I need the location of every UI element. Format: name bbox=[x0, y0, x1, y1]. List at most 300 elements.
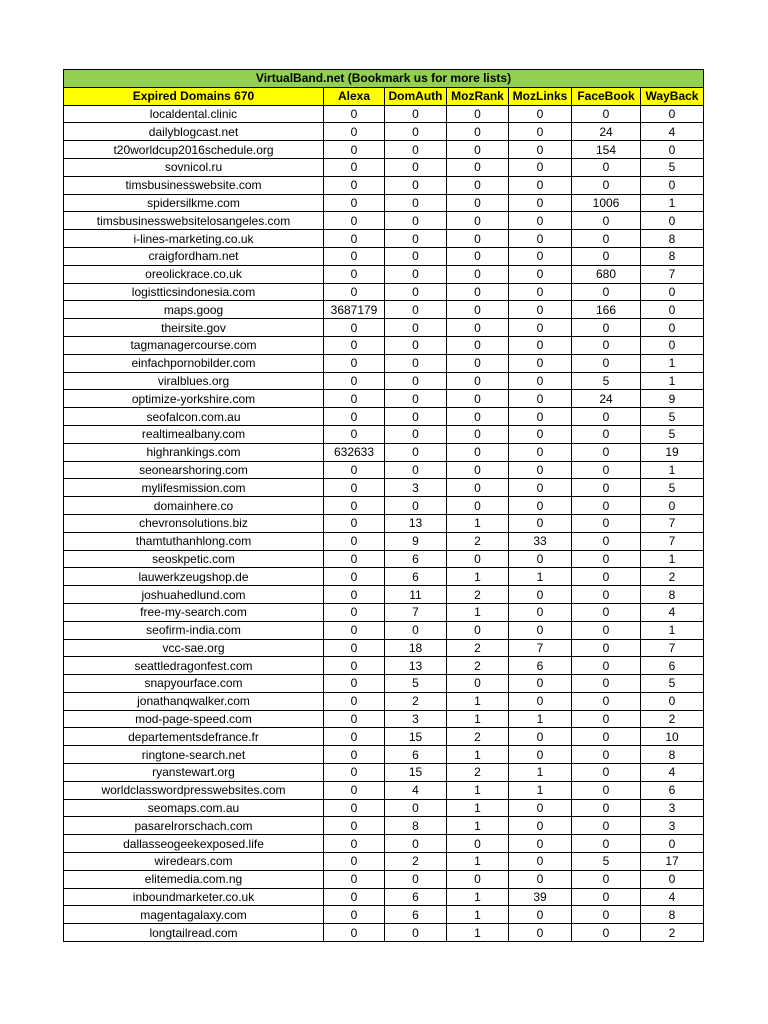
alexa-cell: 0 bbox=[324, 212, 385, 230]
wayback-cell: 5 bbox=[641, 675, 704, 693]
facebook-cell: 0 bbox=[572, 835, 641, 853]
wayback-cell: 1 bbox=[641, 194, 704, 212]
table-row bbox=[64, 301, 704, 319]
mozrank-cell: 0 bbox=[447, 497, 509, 515]
mozrank-cell: 0 bbox=[447, 408, 509, 426]
domauth-cell: 0 bbox=[385, 230, 447, 248]
facebook-cell: 0 bbox=[572, 675, 641, 693]
table-row bbox=[64, 283, 704, 301]
wayback-cell: 6 bbox=[641, 781, 704, 799]
domain-cell: free-my-search.com bbox=[64, 603, 324, 621]
domauth-cell: 4 bbox=[385, 781, 447, 799]
domain-cell: ryanstewart.org bbox=[64, 764, 324, 782]
facebook-cell: 0 bbox=[572, 764, 641, 782]
wayback-cell: 5 bbox=[641, 408, 704, 426]
mozrank-cell: 1 bbox=[447, 514, 509, 532]
alexa-cell: 0 bbox=[324, 230, 385, 248]
facebook-cell: 0 bbox=[572, 319, 641, 337]
domain-cell: mylifesmission.com bbox=[64, 479, 324, 497]
wayback-cell: 7 bbox=[641, 265, 704, 283]
domain-cell: magentagalaxy.com bbox=[64, 906, 324, 924]
mozlinks-cell: 0 bbox=[509, 247, 572, 265]
mozrank-cell: 0 bbox=[447, 372, 509, 390]
table-row bbox=[64, 639, 704, 657]
facebook-cell: 0 bbox=[572, 212, 641, 230]
mozrank-cell: 1 bbox=[447, 692, 509, 710]
facebook-cell: 1006 bbox=[572, 194, 641, 212]
table-row bbox=[64, 265, 704, 283]
alexa-cell: 0 bbox=[324, 265, 385, 283]
domauth-cell: 0 bbox=[385, 497, 447, 515]
table-row bbox=[64, 336, 704, 354]
facebook-cell: 0 bbox=[572, 230, 641, 248]
alexa-cell: 0 bbox=[324, 781, 385, 799]
table-row bbox=[64, 176, 704, 194]
mozlinks-cell: 0 bbox=[509, 728, 572, 746]
mozlinks-cell: 1 bbox=[509, 764, 572, 782]
facebook-cell: 154 bbox=[572, 141, 641, 159]
domain-cell: realtimealbany.com bbox=[64, 425, 324, 443]
facebook-cell: 0 bbox=[572, 781, 641, 799]
col-header-domain: Expired Domains 670 bbox=[64, 87, 324, 105]
domauth-cell: 0 bbox=[385, 265, 447, 283]
alexa-cell: 0 bbox=[324, 408, 385, 426]
domauth-cell: 2 bbox=[385, 692, 447, 710]
domauth-cell: 5 bbox=[385, 675, 447, 693]
domauth-cell: 0 bbox=[385, 354, 447, 372]
domauth-cell: 0 bbox=[385, 425, 447, 443]
table-row bbox=[64, 764, 704, 782]
mozrank-cell: 0 bbox=[447, 479, 509, 497]
table-row bbox=[64, 870, 704, 888]
mozlinks-cell: 0 bbox=[509, 675, 572, 693]
wayback-cell: 2 bbox=[641, 710, 704, 728]
domain-cell: timsbusinesswebsitelosangeles.com bbox=[64, 212, 324, 230]
mozrank-cell: 1 bbox=[447, 603, 509, 621]
wayback-cell: 8 bbox=[641, 746, 704, 764]
table-row bbox=[64, 835, 704, 853]
facebook-cell: 0 bbox=[572, 158, 641, 176]
domauth-cell: 0 bbox=[385, 212, 447, 230]
facebook-cell: 0 bbox=[572, 532, 641, 550]
facebook-cell: 0 bbox=[572, 603, 641, 621]
wayback-cell: 2 bbox=[641, 924, 704, 942]
wayback-cell: 1 bbox=[641, 372, 704, 390]
wayback-cell: 10 bbox=[641, 728, 704, 746]
table-row bbox=[64, 372, 704, 390]
alexa-cell: 0 bbox=[324, 906, 385, 924]
facebook-cell: 0 bbox=[572, 479, 641, 497]
facebook-cell: 0 bbox=[572, 888, 641, 906]
facebook-cell: 0 bbox=[572, 336, 641, 354]
mozrank-cell: 1 bbox=[447, 853, 509, 871]
alexa-cell: 0 bbox=[324, 354, 385, 372]
wayback-cell: 5 bbox=[641, 158, 704, 176]
domauth-cell: 0 bbox=[385, 870, 447, 888]
table-row bbox=[64, 479, 704, 497]
mozrank-cell: 0 bbox=[447, 390, 509, 408]
mozlinks-cell: 0 bbox=[509, 906, 572, 924]
mozlinks-cell: 0 bbox=[509, 230, 572, 248]
mozrank-cell: 2 bbox=[447, 586, 509, 604]
mozlinks-cell: 0 bbox=[509, 354, 572, 372]
wayback-cell: 7 bbox=[641, 639, 704, 657]
table-row bbox=[64, 123, 704, 141]
facebook-cell: 0 bbox=[572, 746, 641, 764]
domauth-cell: 0 bbox=[385, 123, 447, 141]
alexa-cell: 0 bbox=[324, 924, 385, 942]
mozrank-cell: 0 bbox=[447, 141, 509, 159]
facebook-cell: 24 bbox=[572, 390, 641, 408]
alexa-cell: 3687179 bbox=[324, 301, 385, 319]
table-row bbox=[64, 675, 704, 693]
domauth-cell: 6 bbox=[385, 746, 447, 764]
table-row bbox=[64, 568, 704, 586]
table-row bbox=[64, 817, 704, 835]
wayback-cell: 0 bbox=[641, 141, 704, 159]
col-header-facebook: FaceBook bbox=[572, 87, 641, 105]
alexa-cell: 0 bbox=[324, 621, 385, 639]
banner-title: VirtualBand.net (Bookmark us for more lists) bbox=[64, 70, 704, 88]
domauth-cell: 0 bbox=[385, 408, 447, 426]
table-row bbox=[64, 799, 704, 817]
mozlinks-cell: 0 bbox=[509, 443, 572, 461]
table-row bbox=[64, 657, 704, 675]
facebook-cell: 0 bbox=[572, 176, 641, 194]
mozrank-cell: 0 bbox=[447, 461, 509, 479]
table-row bbox=[64, 194, 704, 212]
mozrank-cell: 0 bbox=[447, 158, 509, 176]
alexa-cell: 0 bbox=[324, 817, 385, 835]
domain-cell: spidersilkme.com bbox=[64, 194, 324, 212]
mozlinks-cell: 0 bbox=[509, 408, 572, 426]
domain-cell: elitemedia.com.ng bbox=[64, 870, 324, 888]
alexa-cell: 0 bbox=[324, 105, 385, 123]
mozrank-cell: 0 bbox=[447, 301, 509, 319]
mozlinks-cell: 1 bbox=[509, 781, 572, 799]
wayback-cell: 1 bbox=[641, 550, 704, 568]
facebook-cell: 680 bbox=[572, 265, 641, 283]
domain-cell: oreolickrace.co.uk bbox=[64, 265, 324, 283]
table-row bbox=[64, 746, 704, 764]
header-row bbox=[64, 87, 704, 105]
table-row bbox=[64, 692, 704, 710]
domauth-cell: 3 bbox=[385, 479, 447, 497]
table-row bbox=[64, 586, 704, 604]
table-row bbox=[64, 105, 704, 123]
mozrank-cell: 0 bbox=[447, 247, 509, 265]
alexa-cell: 0 bbox=[324, 888, 385, 906]
domauth-cell: 0 bbox=[385, 835, 447, 853]
facebook-cell: 5 bbox=[572, 853, 641, 871]
domauth-cell: 0 bbox=[385, 319, 447, 337]
wayback-cell: 7 bbox=[641, 532, 704, 550]
col-header-alexa: Alexa bbox=[324, 87, 385, 105]
mozrank-cell: 0 bbox=[447, 283, 509, 301]
facebook-cell: 0 bbox=[572, 621, 641, 639]
domain-cell: localdental.clinic bbox=[64, 105, 324, 123]
domauth-cell: 0 bbox=[385, 924, 447, 942]
mozlinks-cell: 0 bbox=[509, 870, 572, 888]
mozlinks-cell: 0 bbox=[509, 817, 572, 835]
facebook-cell: 0 bbox=[572, 692, 641, 710]
facebook-cell: 0 bbox=[572, 586, 641, 604]
domauth-cell: 0 bbox=[385, 461, 447, 479]
mozlinks-cell: 6 bbox=[509, 657, 572, 675]
table-row bbox=[64, 781, 704, 799]
mozlinks-cell: 0 bbox=[509, 550, 572, 568]
domain-cell: domainhere.co bbox=[64, 497, 324, 515]
domauth-cell: 18 bbox=[385, 639, 447, 657]
mozlinks-cell: 0 bbox=[509, 319, 572, 337]
table-row bbox=[64, 710, 704, 728]
alexa-cell: 0 bbox=[324, 390, 385, 408]
alexa-cell: 0 bbox=[324, 479, 385, 497]
facebook-cell: 0 bbox=[572, 550, 641, 568]
facebook-cell: 0 bbox=[572, 924, 641, 942]
alexa-cell: 0 bbox=[324, 497, 385, 515]
mozlinks-cell: 0 bbox=[509, 425, 572, 443]
wayback-cell: 6 bbox=[641, 657, 704, 675]
mozlinks-cell: 0 bbox=[509, 212, 572, 230]
domain-cell: optimize-yorkshire.com bbox=[64, 390, 324, 408]
table-row bbox=[64, 461, 704, 479]
domain-cell: worldclasswordpresswebsites.com bbox=[64, 781, 324, 799]
facebook-cell: 0 bbox=[572, 105, 641, 123]
mozrank-cell: 1 bbox=[447, 888, 509, 906]
domauth-cell: 0 bbox=[385, 799, 447, 817]
domauth-cell: 0 bbox=[385, 336, 447, 354]
alexa-cell: 0 bbox=[324, 550, 385, 568]
table-row bbox=[64, 141, 704, 159]
table-row bbox=[64, 212, 704, 230]
mozrank-cell: 2 bbox=[447, 532, 509, 550]
domauth-cell: 0 bbox=[385, 301, 447, 319]
alexa-cell: 0 bbox=[324, 835, 385, 853]
mozrank-cell: 1 bbox=[447, 799, 509, 817]
alexa-cell: 0 bbox=[324, 283, 385, 301]
mozrank-cell: 0 bbox=[447, 230, 509, 248]
wayback-cell: 1 bbox=[641, 461, 704, 479]
table-row bbox=[64, 514, 704, 532]
domain-cell: t20worldcup2016schedule.org bbox=[64, 141, 324, 159]
table-row bbox=[64, 425, 704, 443]
domain-cell: inboundmarketer.co.uk bbox=[64, 888, 324, 906]
domauth-cell: 0 bbox=[385, 443, 447, 461]
mozlinks-cell: 0 bbox=[509, 301, 572, 319]
facebook-cell: 0 bbox=[572, 657, 641, 675]
facebook-cell: 0 bbox=[572, 354, 641, 372]
domauth-cell: 0 bbox=[385, 194, 447, 212]
mozlinks-cell: 39 bbox=[509, 888, 572, 906]
table-row bbox=[64, 888, 704, 906]
facebook-cell: 0 bbox=[572, 799, 641, 817]
wayback-cell: 0 bbox=[641, 283, 704, 301]
wayback-cell: 0 bbox=[641, 212, 704, 230]
wayback-cell: 0 bbox=[641, 319, 704, 337]
table-row bbox=[64, 497, 704, 515]
facebook-cell: 0 bbox=[572, 461, 641, 479]
mozrank-cell: 0 bbox=[447, 621, 509, 639]
mozlinks-cell: 0 bbox=[509, 586, 572, 604]
domain-cell: joshuahedlund.com bbox=[64, 586, 324, 604]
mozlinks-cell: 0 bbox=[509, 283, 572, 301]
mozrank-cell: 2 bbox=[447, 639, 509, 657]
mozlinks-cell: 0 bbox=[509, 497, 572, 515]
domauth-cell: 8 bbox=[385, 817, 447, 835]
wayback-cell: 8 bbox=[641, 906, 704, 924]
alexa-cell: 0 bbox=[324, 603, 385, 621]
domauth-cell: 15 bbox=[385, 728, 447, 746]
domain-cell: dailyblogcast.net bbox=[64, 123, 324, 141]
facebook-cell: 0 bbox=[572, 443, 641, 461]
domauth-cell: 2 bbox=[385, 853, 447, 871]
facebook-cell: 0 bbox=[572, 870, 641, 888]
domain-cell: einfachpornobilder.com bbox=[64, 354, 324, 372]
mozrank-cell: 2 bbox=[447, 764, 509, 782]
domain-cell: logistticsindonesia.com bbox=[64, 283, 324, 301]
alexa-cell: 0 bbox=[324, 692, 385, 710]
domain-cell: viralblues.org bbox=[64, 372, 324, 390]
domain-cell: maps.goog bbox=[64, 301, 324, 319]
domauth-cell: 0 bbox=[385, 247, 447, 265]
domauth-cell: 6 bbox=[385, 888, 447, 906]
facebook-cell: 0 bbox=[572, 728, 641, 746]
alexa-cell: 0 bbox=[324, 532, 385, 550]
alexa-cell: 0 bbox=[324, 372, 385, 390]
alexa-cell: 0 bbox=[324, 853, 385, 871]
wayback-cell: 5 bbox=[641, 425, 704, 443]
facebook-cell: 0 bbox=[572, 710, 641, 728]
table-row bbox=[64, 550, 704, 568]
col-header-domauth: DomAuth bbox=[385, 87, 447, 105]
facebook-cell: 0 bbox=[572, 283, 641, 301]
mozrank-cell: 0 bbox=[447, 425, 509, 443]
mozlinks-cell: 7 bbox=[509, 639, 572, 657]
alexa-cell: 0 bbox=[324, 461, 385, 479]
facebook-cell: 166 bbox=[572, 301, 641, 319]
table-row bbox=[64, 603, 704, 621]
domauth-cell: 0 bbox=[385, 390, 447, 408]
domauth-cell: 0 bbox=[385, 283, 447, 301]
facebook-cell: 24 bbox=[572, 123, 641, 141]
table-row bbox=[64, 390, 704, 408]
domain-cell: theirsite.gov bbox=[64, 319, 324, 337]
facebook-cell: 0 bbox=[572, 568, 641, 586]
mozlinks-cell: 0 bbox=[509, 176, 572, 194]
alexa-cell: 0 bbox=[324, 158, 385, 176]
alexa-cell: 0 bbox=[324, 586, 385, 604]
alexa-cell: 0 bbox=[324, 764, 385, 782]
domauth-cell: 0 bbox=[385, 158, 447, 176]
domain-cell: chevronsolutions.biz bbox=[64, 514, 324, 532]
mozrank-cell: 1 bbox=[447, 746, 509, 764]
mozlinks-cell: 0 bbox=[509, 835, 572, 853]
domain-cell: wiredears.com bbox=[64, 853, 324, 871]
alexa-cell: 0 bbox=[324, 870, 385, 888]
mozlinks-cell: 0 bbox=[509, 123, 572, 141]
domain-cell: seofalcon.com.au bbox=[64, 408, 324, 426]
table-body bbox=[64, 105, 704, 941]
domain-cell: timsbusinesswebsite.com bbox=[64, 176, 324, 194]
domain-cell: ringtone-search.net bbox=[64, 746, 324, 764]
alexa-cell: 0 bbox=[324, 746, 385, 764]
mozlinks-cell: 33 bbox=[509, 532, 572, 550]
mozrank-cell: 1 bbox=[447, 817, 509, 835]
mozlinks-cell: 0 bbox=[509, 746, 572, 764]
domauth-cell: 9 bbox=[385, 532, 447, 550]
domain-cell: dallasseogeekexposed.life bbox=[64, 835, 324, 853]
mozrank-cell: 0 bbox=[447, 354, 509, 372]
domain-cell: vcc-sae.org bbox=[64, 639, 324, 657]
facebook-cell: 5 bbox=[572, 372, 641, 390]
mozlinks-cell: 0 bbox=[509, 390, 572, 408]
mozlinks-cell: 0 bbox=[509, 514, 572, 532]
facebook-cell: 0 bbox=[572, 425, 641, 443]
domauth-cell: 13 bbox=[385, 657, 447, 675]
domain-cell: i-lines-marketing.co.uk bbox=[64, 230, 324, 248]
mozrank-cell: 0 bbox=[447, 212, 509, 230]
facebook-cell: 0 bbox=[572, 408, 641, 426]
mozrank-cell: 2 bbox=[447, 657, 509, 675]
mozlinks-cell: 0 bbox=[509, 603, 572, 621]
mozrank-cell: 0 bbox=[447, 835, 509, 853]
alexa-cell: 0 bbox=[324, 799, 385, 817]
facebook-cell: 0 bbox=[572, 639, 641, 657]
wayback-cell: 0 bbox=[641, 835, 704, 853]
wayback-cell: 4 bbox=[641, 603, 704, 621]
domain-cell: seonearshoring.com bbox=[64, 461, 324, 479]
mozlinks-cell: 0 bbox=[509, 105, 572, 123]
facebook-cell: 0 bbox=[572, 514, 641, 532]
mozrank-cell: 0 bbox=[447, 336, 509, 354]
facebook-cell: 0 bbox=[572, 817, 641, 835]
domain-cell: sovnicol.ru bbox=[64, 158, 324, 176]
facebook-cell: 0 bbox=[572, 247, 641, 265]
mozrank-cell: 1 bbox=[447, 906, 509, 924]
alexa-cell: 0 bbox=[324, 425, 385, 443]
wayback-cell: 5 bbox=[641, 479, 704, 497]
domauth-cell: 15 bbox=[385, 764, 447, 782]
domauth-cell: 6 bbox=[385, 550, 447, 568]
wayback-cell: 8 bbox=[641, 586, 704, 604]
domauth-cell: 7 bbox=[385, 603, 447, 621]
table-row bbox=[64, 906, 704, 924]
domauth-cell: 0 bbox=[385, 105, 447, 123]
alexa-cell: 0 bbox=[324, 123, 385, 141]
alexa-cell: 0 bbox=[324, 568, 385, 586]
mozlinks-cell: 0 bbox=[509, 853, 572, 871]
table-row bbox=[64, 924, 704, 942]
mozlinks-cell: 1 bbox=[509, 568, 572, 586]
mozrank-cell: 1 bbox=[447, 568, 509, 586]
mozrank-cell: 0 bbox=[447, 550, 509, 568]
mozrank-cell: 2 bbox=[447, 728, 509, 746]
mozrank-cell: 1 bbox=[447, 781, 509, 799]
domauth-cell: 6 bbox=[385, 906, 447, 924]
mozlinks-cell: 0 bbox=[509, 141, 572, 159]
domauth-cell: 0 bbox=[385, 372, 447, 390]
domain-cell: seattledragonfest.com bbox=[64, 657, 324, 675]
alexa-cell: 0 bbox=[324, 675, 385, 693]
wayback-cell: 0 bbox=[641, 870, 704, 888]
table-row bbox=[64, 408, 704, 426]
domain-cell: snapyourface.com bbox=[64, 675, 324, 693]
mozlinks-cell: 0 bbox=[509, 479, 572, 497]
table-row bbox=[64, 230, 704, 248]
table-row bbox=[64, 728, 704, 746]
mozlinks-cell: 0 bbox=[509, 621, 572, 639]
